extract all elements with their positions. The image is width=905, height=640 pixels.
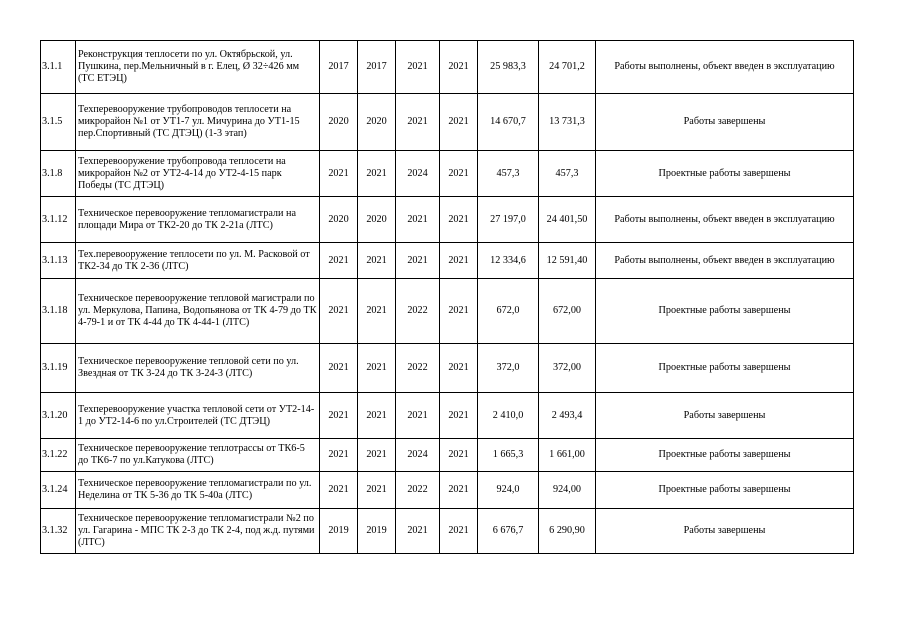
projects-table [40,40,854,554]
value-actual: 24 701,2 [539,41,596,94]
row-number: 3.1.22 [41,439,76,472]
value-actual: 924,00 [539,472,596,509]
project-name: Техническое перевооружение тепломагистрали №2 по ул. Гагарина - МПС ТК 2-3 до ТК 2-4, под ж.д. путями (ЛТС) [76,509,320,554]
status-text: Проектные работы завершены [596,439,854,472]
year-1: 2021 [320,393,358,439]
year-1: 2021 [320,344,358,393]
year-4: 2021 [440,41,478,94]
year-2: 2021 [358,393,396,439]
year-2: 2021 [358,151,396,197]
year-4: 2021 [440,393,478,439]
year-1: 2021 [320,151,358,197]
year-2: 2017 [358,41,396,94]
project-name: Техперевооружение трубопровода теплосети на микрорайон №2 от УТ2-4-14 до УТ2-4-15 парк Победы (ТС ДТЭЦ) [76,151,320,197]
status-text: Работы выполнены, объект введен в эксплуатацию [596,243,854,279]
table-row [41,344,854,393]
year-3: 2024 [396,151,440,197]
value-planned: 924,0 [478,472,539,509]
year-2: 2021 [358,472,396,509]
value-actual: 457,3 [539,151,596,197]
year-4: 2021 [440,344,478,393]
year-4: 2021 [440,279,478,344]
year-4: 2021 [440,472,478,509]
project-name: Техническое перевооружение тепломагистрали на площади Мира от ТК2-20 до ТК 2-21а (ЛТС) [76,197,320,243]
value-planned: 14 670,7 [478,94,539,151]
row-number: 3.1.13 [41,243,76,279]
value-actual: 372,00 [539,344,596,393]
year-4: 2021 [440,243,478,279]
table-row [41,41,854,94]
status-text: Работы выполнены, объект введен в эксплуатацию [596,197,854,243]
year-1: 2020 [320,94,358,151]
value-actual: 6 290,90 [539,509,596,554]
project-name: Техническое перевооружение тепломагистрали по ул. Неделина от ТК 5-36 до ТК 5-40а (ЛТС) [76,472,320,509]
year-2: 2021 [358,439,396,472]
value-actual: 2 493,4 [539,393,596,439]
year-1: 2021 [320,279,358,344]
value-planned: 1 665,3 [478,439,539,472]
row-number: 3.1.20 [41,393,76,439]
year-3: 2021 [396,393,440,439]
table-row [41,197,854,243]
project-name: Техническое перевооружение тепловой магистрали по ул. Меркулова, Папина, Водопьянова от ТК 4-79 до ТК 4-79-1 и от ТК 4-44 до ТК 4-44-1 (ЛТС) [76,279,320,344]
year-4: 2021 [440,197,478,243]
row-number: 3.1.1 [41,41,76,94]
year-1: 2021 [320,439,358,472]
table-row [41,94,854,151]
value-planned: 6 676,7 [478,509,539,554]
table-row [41,439,854,472]
row-number: 3.1.32 [41,509,76,554]
value-actual: 24 401,50 [539,197,596,243]
year-4: 2021 [440,439,478,472]
status-text: Работы завершены [596,94,854,151]
table-row [41,472,854,509]
year-2: 2021 [358,344,396,393]
value-planned: 12 334,6 [478,243,539,279]
year-3: 2021 [396,197,440,243]
table-row [41,243,854,279]
status-text: Проектные работы завершены [596,279,854,344]
table-row [41,393,854,439]
year-2: 2021 [358,243,396,279]
year-3: 2021 [396,509,440,554]
project-name: Техперевооружение трубопроводов теплосети на микрорайон №1 от УТ1-7 ул. Мичурина до УТ1-15 пер.Спортивный (ТС ДТЭЦ) (1-3 этап) [76,94,320,151]
year-3: 2021 [396,243,440,279]
project-name: Техническое перевооружение теплотрассы от ТК6-5 до ТК6-7 по ул.Катукова (ЛТС) [76,439,320,472]
year-4: 2021 [440,509,478,554]
table-row [41,279,854,344]
year-4: 2021 [440,94,478,151]
year-1: 2019 [320,509,358,554]
value-planned: 672,0 [478,279,539,344]
value-actual: 12 591,40 [539,243,596,279]
year-1: 2020 [320,197,358,243]
value-actual: 13 731,3 [539,94,596,151]
year-2: 2020 [358,94,396,151]
table-row [41,151,854,197]
year-3: 2024 [396,439,440,472]
row-number: 3.1.19 [41,344,76,393]
value-actual: 672,00 [539,279,596,344]
year-3: 2021 [396,41,440,94]
status-text: Работы завершены [596,393,854,439]
row-number: 3.1.24 [41,472,76,509]
row-number: 3.1.12 [41,197,76,243]
year-3: 2022 [396,472,440,509]
project-name: Тех.перевооружение теплосети по ул. М. Расковой от ТК2-34 до ТК 2-36 (ЛТС) [76,243,320,279]
year-2: 2019 [358,509,396,554]
project-name: Техперевооружение участка тепловой сети от УТ2-14-1 до УТ2-14-6 по ул.Строителей (ТС ДТЭЦ) [76,393,320,439]
status-text: Проектные работы завершены [596,344,854,393]
value-planned: 372,0 [478,344,539,393]
status-text: Проектные работы завершены [596,472,854,509]
year-1: 2021 [320,472,358,509]
year-4: 2021 [440,151,478,197]
status-text: Проектные работы завершены [596,151,854,197]
year-1: 2017 [320,41,358,94]
row-number: 3.1.5 [41,94,76,151]
year-2: 2020 [358,197,396,243]
year-1: 2021 [320,243,358,279]
row-number: 3.1.8 [41,151,76,197]
year-3: 2021 [396,94,440,151]
year-3: 2022 [396,279,440,344]
value-planned: 27 197,0 [478,197,539,243]
year-2: 2021 [358,279,396,344]
project-name: Техническое перевооружение тепловой сети по ул. Звездная от ТК 3-24 до ТК 3-24-3 (ЛТС) [76,344,320,393]
value-planned: 2 410,0 [478,393,539,439]
value-planned: 25 983,3 [478,41,539,94]
year-3: 2022 [396,344,440,393]
table-row [41,509,854,554]
value-actual: 1 661,00 [539,439,596,472]
status-text: Работы завершены [596,509,854,554]
project-name: Реконструкция теплосети по ул. Октябрьской, ул. Пушкина, пер.Мельничный в г. Елец, Ø 32÷426 мм (ТС ЕТЭЦ) [76,41,320,94]
status-text: Работы выполнены, объект введен в эксплуатацию [596,41,854,94]
row-number: 3.1.18 [41,279,76,344]
value-planned: 457,3 [478,151,539,197]
